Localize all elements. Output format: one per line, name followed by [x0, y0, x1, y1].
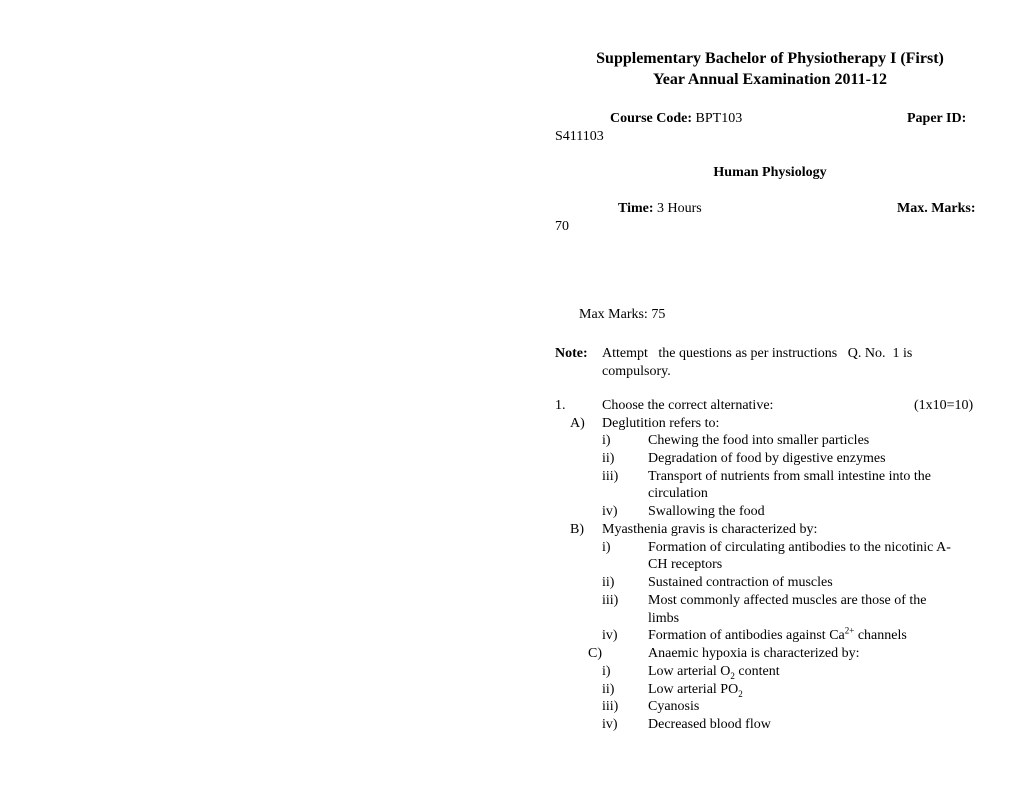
option-text-main: Low arterial PO — [648, 682, 739, 697]
superscript: 2+ — [844, 625, 855, 636]
part-label: B) — [570, 522, 584, 537]
part-stem: Deglutition refers to: — [602, 416, 720, 431]
option-text — [648, 627, 907, 644]
paper-id-value: S411103 — [555, 129, 604, 144]
option-text: Formation of circulating antibodies to the nicotinic A- — [648, 540, 951, 555]
option-text: Decreased blood flow — [648, 717, 771, 732]
note-label: Note: — [555, 346, 588, 361]
option-text: Degradation of food by digestive enzymes — [648, 451, 886, 466]
paper-id-label: Paper ID: — [907, 111, 967, 126]
option-number: ii) — [602, 682, 615, 697]
option-text-main: Low arterial O — [648, 664, 731, 679]
option-number: iv) — [602, 504, 618, 519]
question-prompt: Choose the correct alternative: — [602, 398, 774, 413]
option-text: Transport of nutrients from small intestine into the — [648, 469, 931, 484]
option-number: iii) — [602, 593, 619, 608]
option-text: Swallowing the food — [648, 504, 765, 519]
course-code-label: Course Code: — [610, 111, 693, 126]
exam-title-line2: Year Annual Examination 2011-12 — [653, 71, 887, 88]
option-number: iii) — [602, 469, 619, 484]
part-stem: Myasthenia gravis is characterized by: — [602, 522, 818, 537]
option-text — [648, 681, 743, 698]
option-text: Chewing the food into smaller particles — [648, 433, 870, 448]
note-text-line1: Attempt the questions as per instructions Q. No. 1 is — [602, 346, 913, 361]
subscript: 2 — [738, 688, 743, 699]
option-text — [648, 663, 780, 680]
option-text: Cyanosis — [648, 699, 700, 714]
question-marks: (1x10=10) — [914, 398, 974, 413]
max-marks-label: Max. Marks: — [897, 201, 976, 216]
option-number: i) — [602, 540, 611, 555]
option-text-continued: circulation — [648, 486, 708, 501]
option-text-tail: channels — [854, 628, 907, 643]
part-label: A) — [570, 416, 585, 431]
option-text-continued: CH receptors — [648, 557, 723, 572]
exam-title-line1: Supplementary Bachelor of Physiotherapy I (First) — [596, 50, 944, 67]
subject-title: Human Physiology — [713, 165, 827, 180]
part-label: C) — [588, 646, 602, 661]
max-marks-alt: Max Marks: 75 — [579, 307, 666, 322]
note-text-line2: compulsory. — [602, 364, 671, 379]
option-number: iv) — [602, 717, 618, 732]
time-label: Time: — [618, 201, 654, 216]
part-stem: Anaemic hypoxia is characterized by: — [648, 646, 860, 661]
option-number: iii) — [602, 699, 619, 714]
option-number: i) — [602, 664, 611, 679]
option-text-tail: content — [734, 664, 780, 679]
course-code-value: BPT103 — [695, 111, 743, 126]
question-number: 1. — [555, 398, 566, 413]
option-text-main: Formation of antibodies against Ca — [648, 628, 845, 643]
option-text-continued: limbs — [648, 611, 680, 626]
time-value: 3 Hours — [657, 201, 702, 216]
option-number: i) — [602, 433, 611, 448]
option-number: ii) — [602, 575, 615, 590]
option-number: iv) — [602, 628, 618, 643]
course-code — [610, 110, 742, 127]
max-marks-value: 70 — [555, 219, 569, 234]
exam-time — [618, 200, 702, 217]
subscript: 2 — [730, 670, 735, 681]
option-text: Sustained contraction of muscles — [648, 575, 833, 590]
option-number: ii) — [602, 451, 615, 466]
option-text: Most commonly affected muscles are those of the — [648, 593, 927, 608]
